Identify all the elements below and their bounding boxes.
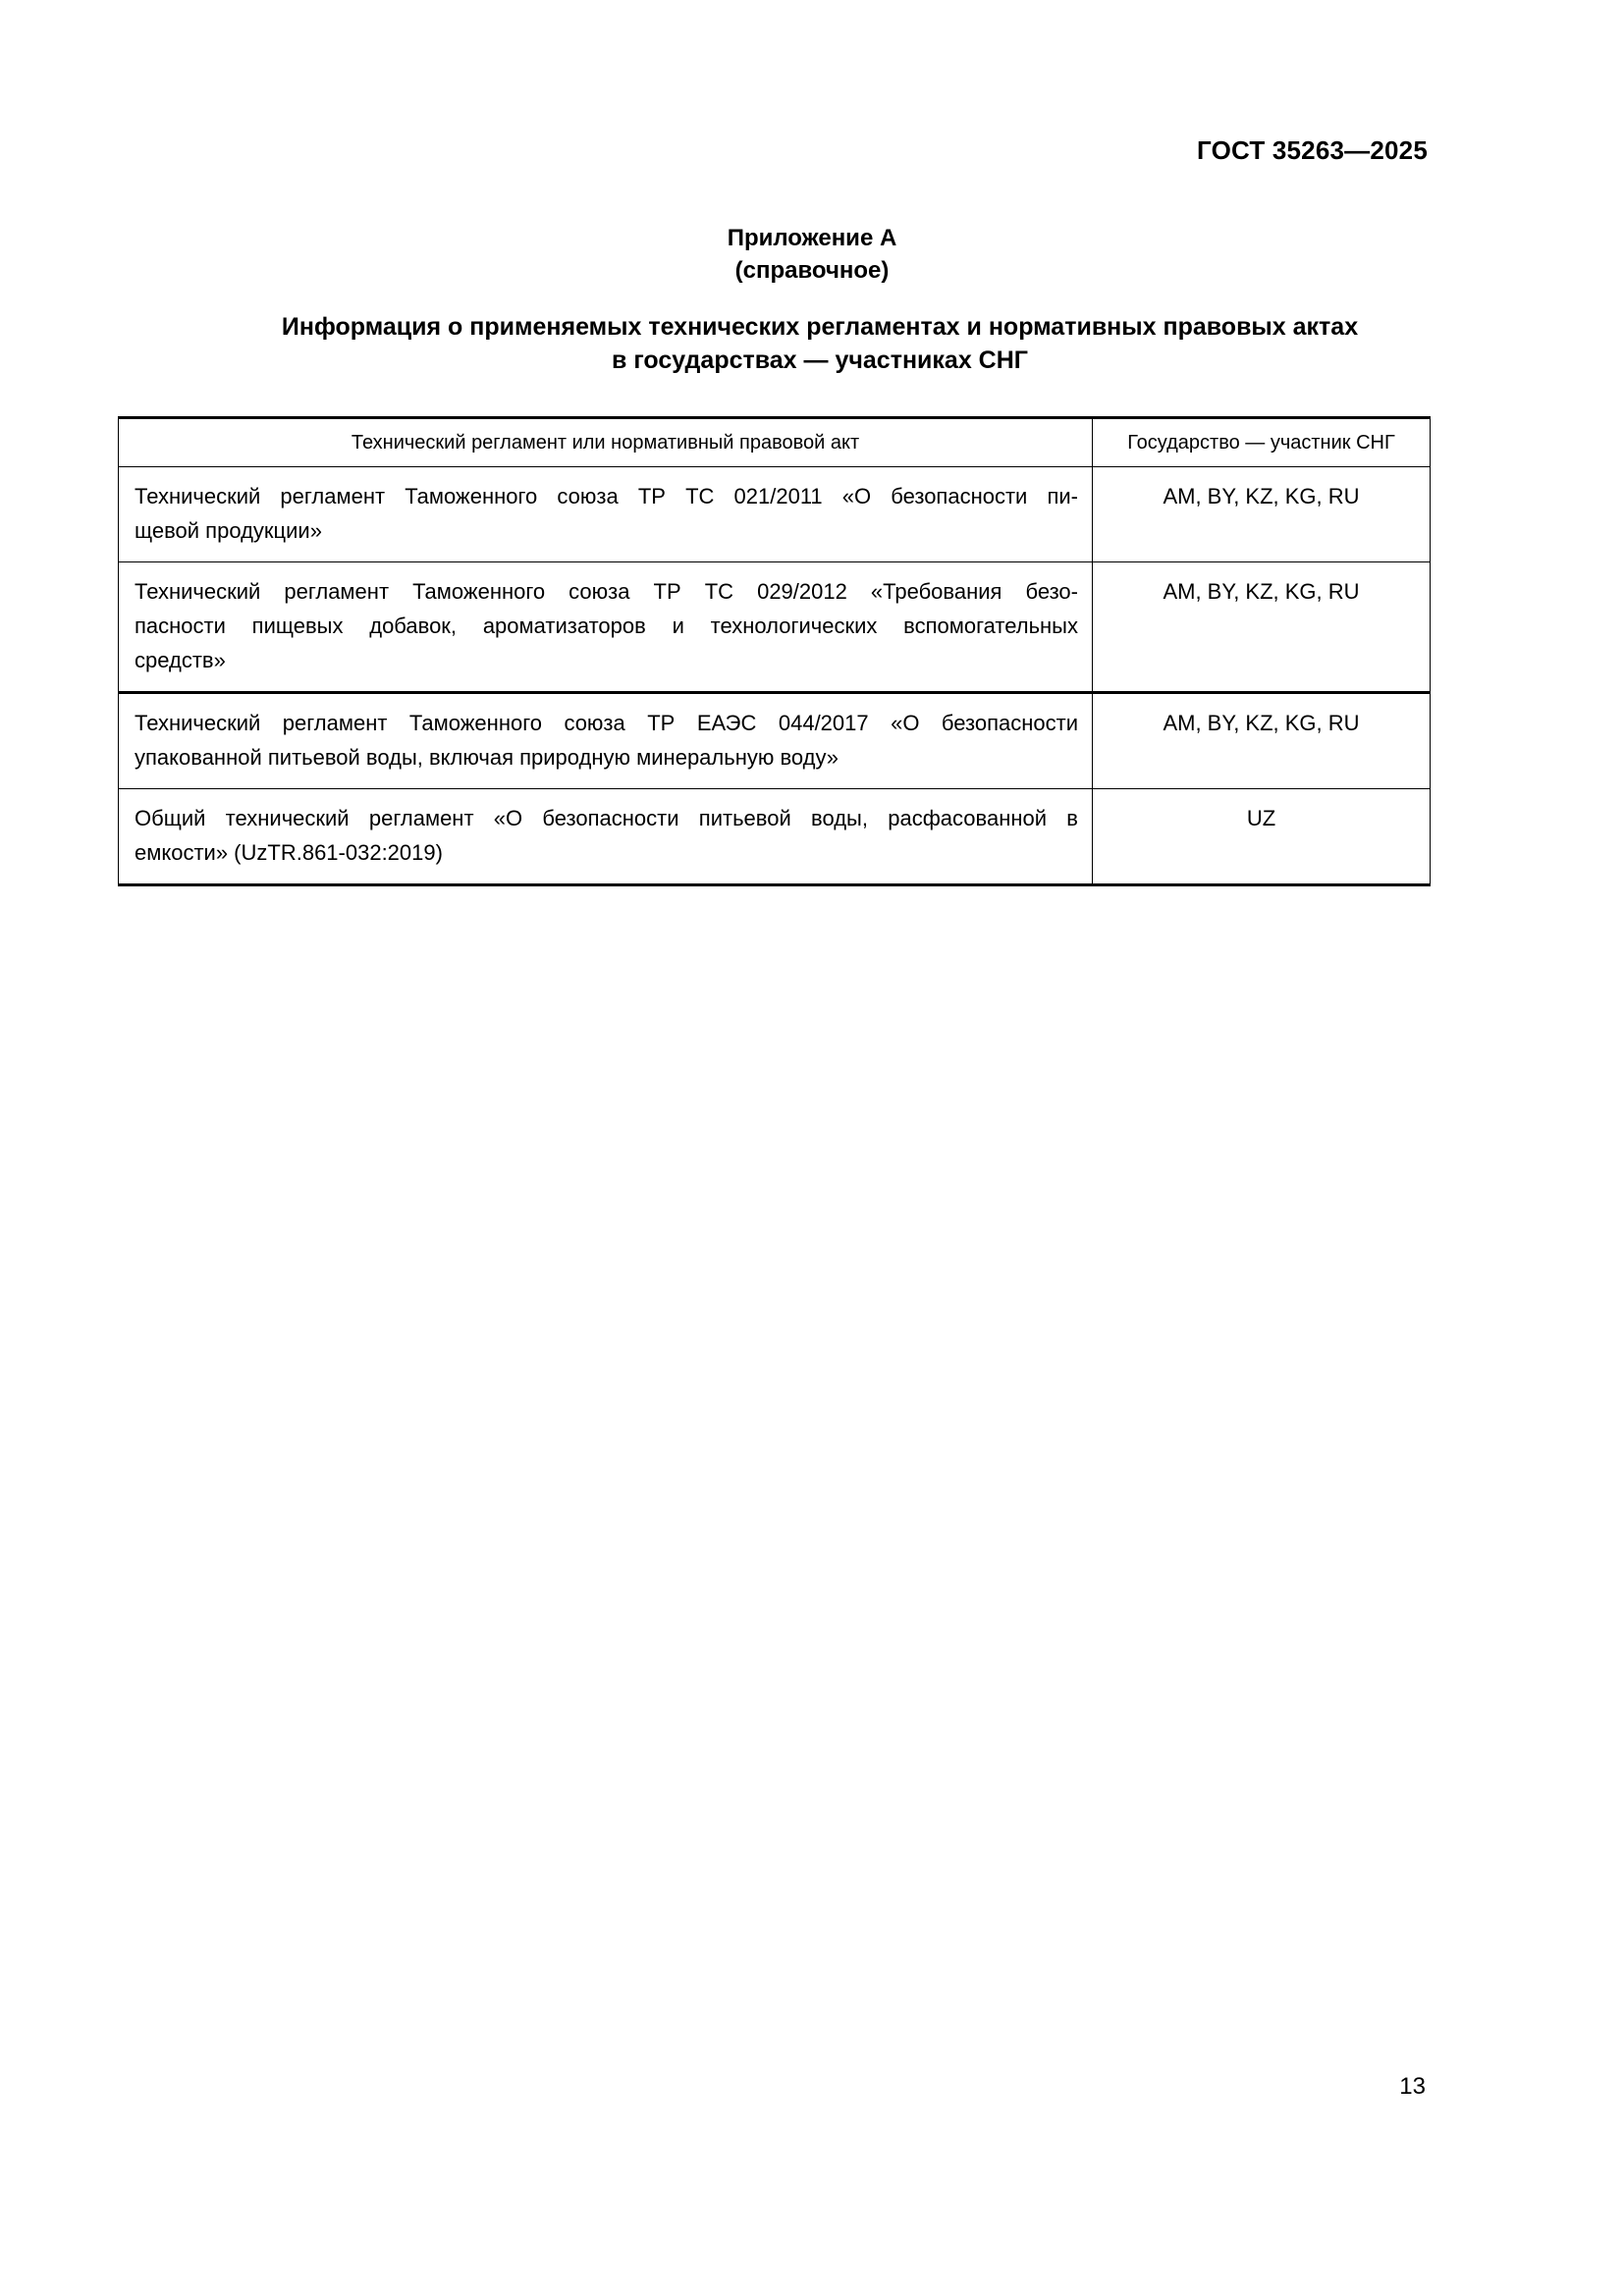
table-row (119, 467, 1431, 562)
act-line-2: щевой продукции» (135, 518, 322, 543)
page-title-line-1: Информация о применяемых технических регламентах и нормативных правовых актах (281, 313, 1359, 341)
act-line-1: Технический регламент Таможенного союза ТР ТС 021/2011 «О безопасности пи- (135, 484, 1078, 508)
column-header-state: Государство — участник СНГ (1093, 418, 1431, 467)
regulations-table (118, 416, 1431, 886)
act-line-1: Общий технический регламент «О безопасности питьевой воды, расфасованной в (135, 806, 1078, 830)
cell-states: AM, BY, KZ, KG, RU (1093, 467, 1431, 562)
act-line-2: пасности пищевых добавок, ароматизаторов и технологических вспомогательных (135, 614, 1078, 638)
column-header-act: Технический регламент или нормативный правовой акт (119, 418, 1093, 467)
page-title-line-2: в государствах — участниках СНГ (612, 347, 1028, 374)
cell-act (119, 693, 1093, 789)
table-header-row (119, 418, 1431, 467)
table-body (119, 467, 1431, 885)
table-row (119, 789, 1431, 885)
page-title (147, 310, 1492, 377)
act-line-2: упакованной питьевой воды, включая природную минеральную воду» (135, 745, 839, 770)
act-line-1: Технический регламент Таможенного союза ТР ТС 029/2012 «Требования безо- (135, 579, 1078, 604)
appendix-heading (0, 222, 1624, 287)
cell-states: AM, BY, KZ, KG, RU (1093, 562, 1431, 693)
appendix-kind: (справочное) (734, 257, 890, 284)
cell-act (119, 562, 1093, 693)
cell-states: AM, BY, KZ, KG, RU (1093, 693, 1431, 789)
cell-act (119, 789, 1093, 885)
act-line-2: емкости» (UzTR.861-032:2019) (135, 840, 443, 865)
table-row (119, 693, 1431, 789)
cell-act (119, 467, 1093, 562)
table-header (119, 418, 1431, 467)
cell-states: UZ (1093, 789, 1431, 885)
appendix-label: Приложение А (727, 225, 897, 251)
running-header: ГОСТ 35263—2025 (1197, 135, 1428, 165)
table-row (119, 562, 1431, 693)
page-number: 13 (1399, 2073, 1426, 2100)
act-line-3: средств» (135, 648, 226, 672)
act-line-1: Технический регламент Таможенного союза ТР ЕАЭС 044/2017 «О безопасности (135, 711, 1078, 735)
